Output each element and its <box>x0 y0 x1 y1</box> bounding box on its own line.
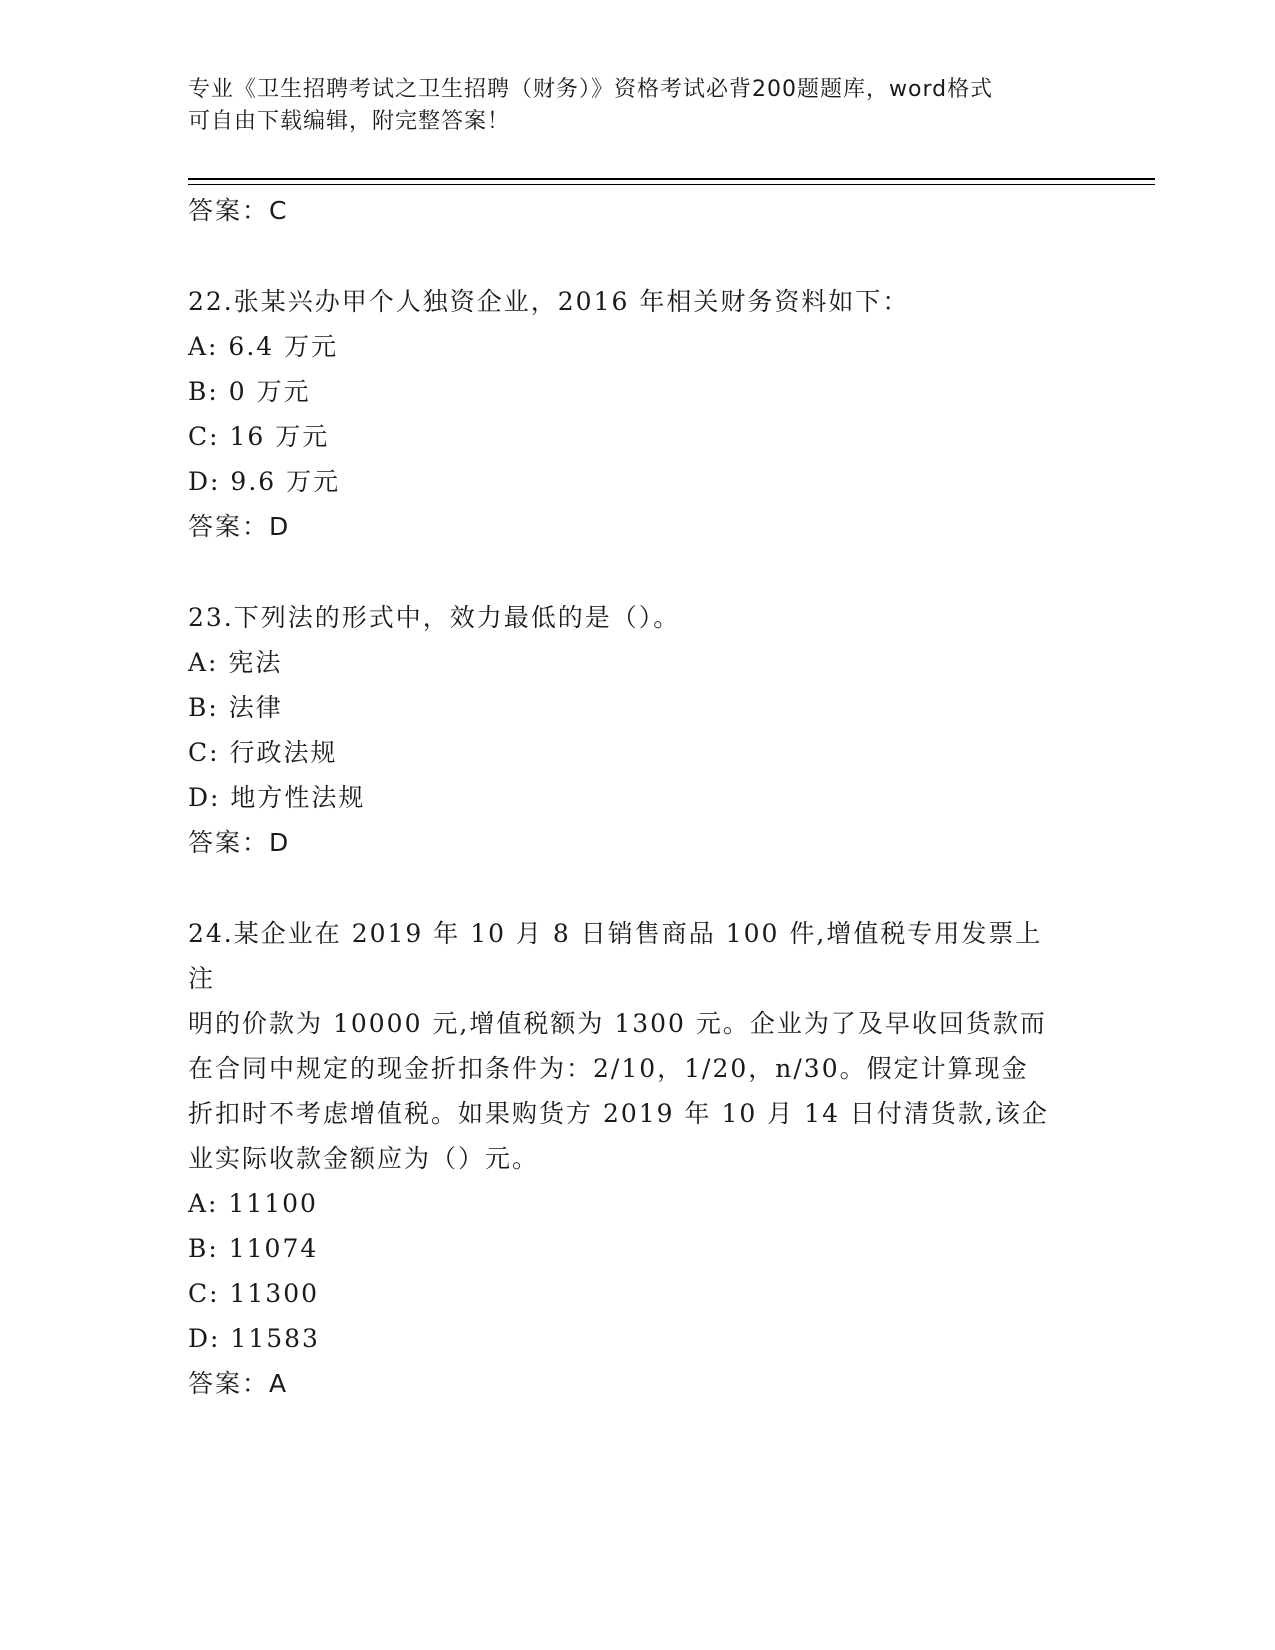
document-body <box>188 188 1068 1406</box>
option-d: D: 地方性法规 <box>188 783 366 812</box>
answer-q23: 答案：D <box>188 828 291 857</box>
header-line-1: 专业《卫生招聘考试之卫生招聘（财务）》资格考试必背200题题库，word格式 <box>188 77 994 102</box>
question-stem: 22.张某兴办甲个人独资企业，2016 年相关财务资料如下： <box>188 287 910 316</box>
option-b: B: 11074 <box>188 1234 319 1263</box>
answer-q22: 答案：D <box>188 512 291 541</box>
option-c: C: 行政法规 <box>188 738 338 767</box>
option-c: C: 11300 <box>188 1279 320 1308</box>
option-d: D: 9.6 万元 <box>188 467 341 496</box>
question-24 <box>188 911 1068 1406</box>
question-22 <box>188 279 1068 549</box>
option-a: A: 11100 <box>188 1189 318 1218</box>
question-stem-line-4: 折扣时不考虑增值税。如果购货方 2019 年 10 月 14 日付清货款,该企 <box>188 1099 1049 1128</box>
option-b: B: 法律 <box>188 693 283 722</box>
option-a: A: 6.4 万元 <box>188 332 339 361</box>
spacer <box>188 549 1068 595</box>
question-stem-line-5: 业实际收款金额应为（）元。 <box>188 1144 540 1173</box>
question-23 <box>188 595 1068 865</box>
option-b: B: 0 万元 <box>188 377 311 406</box>
header-line-2: 可自由下载编辑，附完整答案！ <box>188 109 511 134</box>
option-d: D: 11583 <box>188 1324 320 1353</box>
header-rule-thin <box>188 184 1155 185</box>
option-a: A: 宪法 <box>188 648 283 677</box>
spacer <box>188 233 1068 279</box>
header-rule-thick <box>188 178 1155 180</box>
option-c: C: 16 万元 <box>188 422 330 451</box>
question-stem-line-3: 在合同中规定的现金折扣条件为：2/10，1/20，n/30。假定计算现金 <box>188 1054 1029 1083</box>
question-stem: 23.下列法的形式中，效力最低的是（）。 <box>188 603 681 632</box>
question-stem-line-2: 明的价款为 10000 元,增值税额为 1300 元。企业为了及早收回货款而 <box>188 1009 1047 1038</box>
spacer <box>188 865 1068 911</box>
answer-q24: 答案：A <box>188 1369 289 1398</box>
document-header <box>188 74 1068 138</box>
answer-q21: 答案：C <box>188 196 289 225</box>
question-stem-line-1: 24.某企业在 2019 年 10 月 8 日销售商品 100 件,增值税专用发票上注 <box>188 919 1043 993</box>
